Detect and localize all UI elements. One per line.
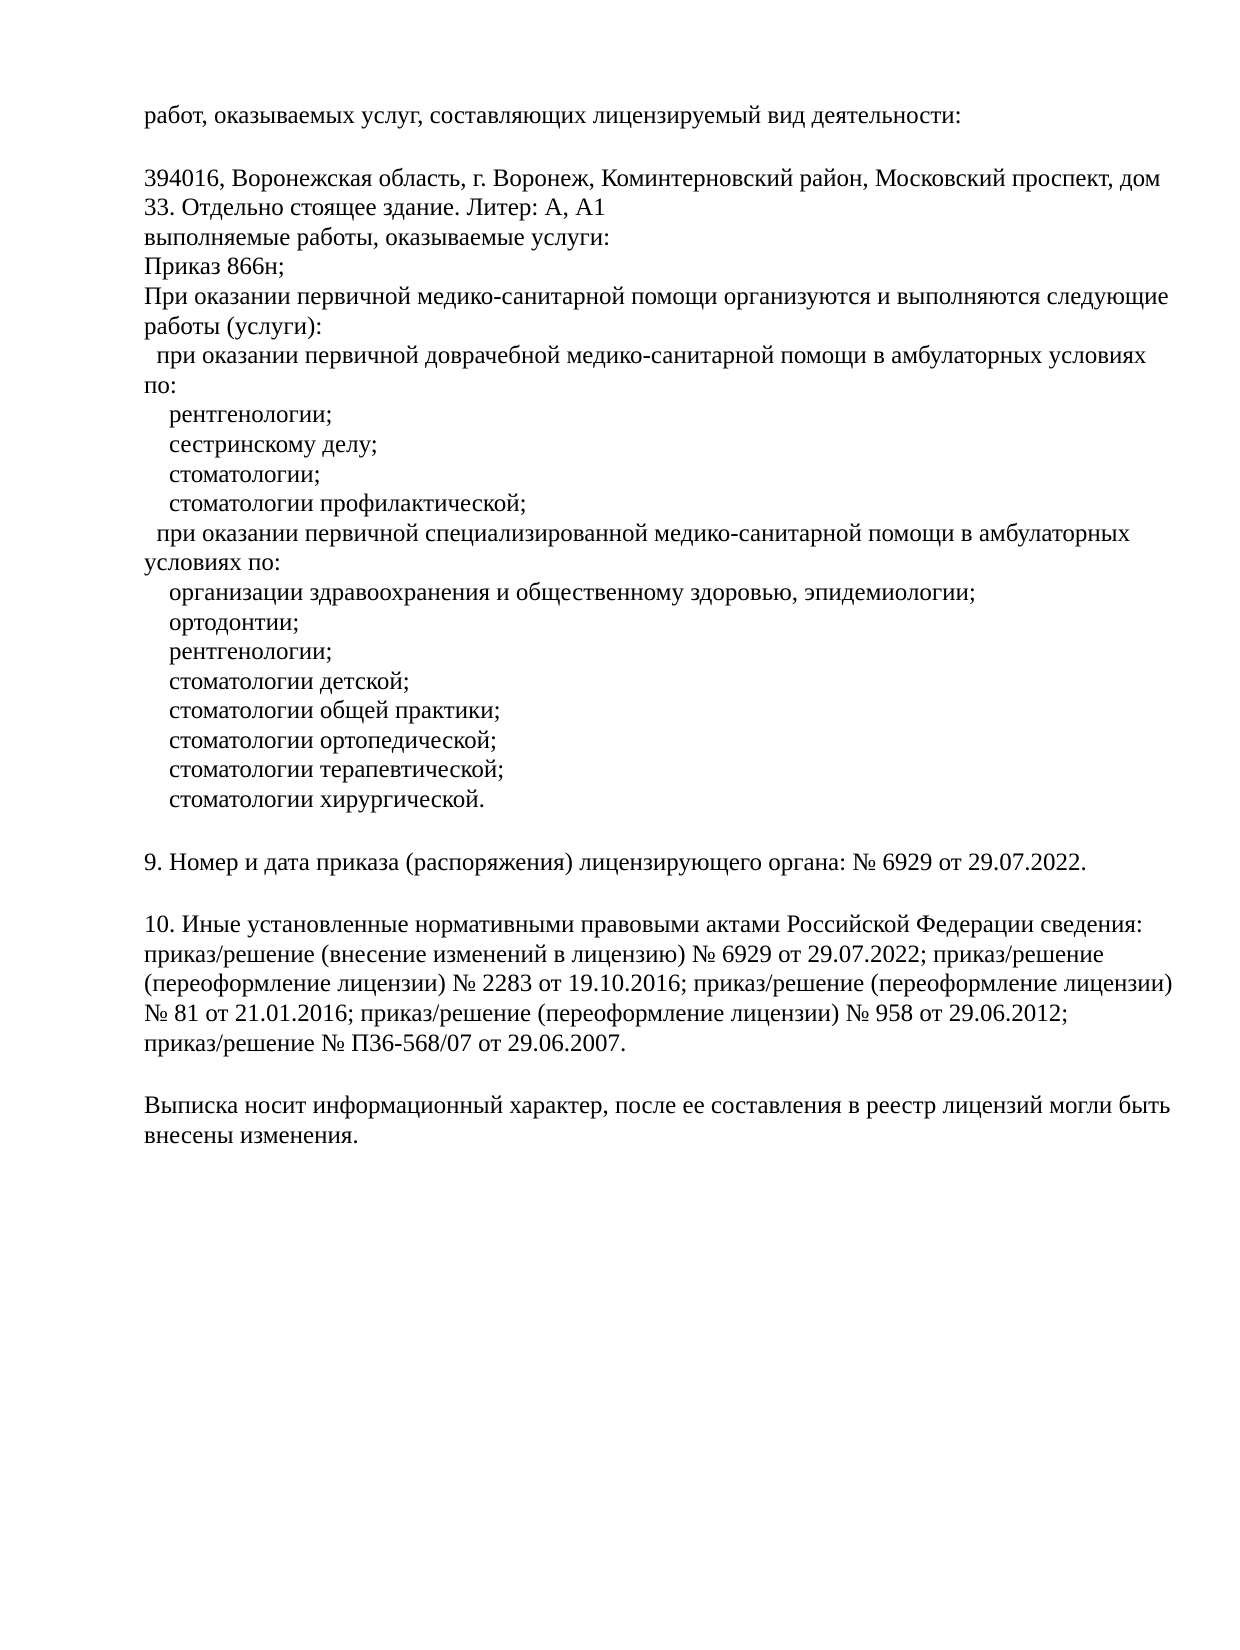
service-item: сестринскому делу; bbox=[144, 430, 378, 458]
paragraph-continuation bbox=[144, 101, 1172, 131]
text-line: № 81 от 21.01.2016; приказ/решение (переоформление лицензии) № 958 от 29.06.2012; bbox=[144, 1000, 1069, 1028]
service-item: рентгенологии; bbox=[144, 638, 333, 666]
text-line: (переоформление лицензии) № 2283 от 19.10.2016; приказ/решение (переоформление лицензии) bbox=[144, 970, 1173, 998]
text-line: по: bbox=[144, 371, 177, 399]
service-item: стоматологии ортопедической; bbox=[144, 726, 497, 754]
text-line: условиях по: bbox=[144, 549, 281, 577]
service-item: рентгенологии; bbox=[144, 401, 333, 429]
service-item: организации здравоохранения и общественному здоровью, эпидемиологии; bbox=[144, 578, 976, 606]
text-line: внесены изменения. bbox=[144, 1121, 359, 1149]
address-line: 394016, Воронежская область, г. Воронеж, Коминтерновский район, Московский проспект, дом bbox=[144, 164, 1161, 192]
text-line: при оказании первичной доврачебной медико-санитарной помощи в амбулаторных условиях bbox=[144, 342, 1147, 370]
text-line: работ, оказываемых услуг, составляющих лицензируемый вид деятельности: bbox=[144, 102, 962, 129]
service-item: стоматологии профилактической; bbox=[144, 490, 527, 518]
text-line: приказ/решение (внесение изменений в лицензию) № 6929 от 29.07.2022; приказ/решение bbox=[144, 940, 1104, 968]
text-line: 9. Номер и дата приказа (распоряжения) лицензирующего органа: № 6929 от 29.07.2022. bbox=[144, 848, 1087, 876]
text-line: Выписка носит информационный характер, после ее составления в реестр лицензий могли быть bbox=[144, 1092, 1171, 1120]
service-item: ортодонтии; bbox=[144, 608, 300, 636]
paragraph-disclaimer bbox=[144, 1091, 1172, 1150]
text-line: выполняемые работы, оказываемые услуги: bbox=[144, 223, 611, 251]
text-line: 10. Иные установленные нормативными правовыми актами Российской Федерации сведения: bbox=[144, 911, 1143, 939]
text-line: При оказании первичной медико-санитарной помощи организуются и выполняются следующие bbox=[144, 282, 1169, 310]
document-body bbox=[144, 101, 1172, 1150]
address-line: 33. Отдельно стоящее здание. Литер: А, А1 bbox=[144, 194, 606, 222]
text-line: при оказании первичной специализированной медико-санитарной помощи в амбулаторных bbox=[144, 519, 1131, 547]
service-item: стоматологии детской; bbox=[144, 667, 410, 695]
text-line: приказ/решение № П36-568/07 от 29.06.2007. bbox=[144, 1029, 627, 1057]
service-item: стоматологии терапевтической; bbox=[144, 756, 505, 784]
service-item: стоматологии хирургической. bbox=[144, 786, 485, 814]
paragraph-item-10 bbox=[144, 910, 1172, 1058]
service-item: стоматологии; bbox=[144, 460, 321, 488]
service-item: стоматологии общей практики; bbox=[144, 697, 501, 725]
paragraph-address-and-services bbox=[144, 164, 1172, 815]
text-line: Приказ 866н; bbox=[144, 253, 285, 281]
paragraph-item-9 bbox=[144, 848, 1172, 878]
text-line: работы (услуги): bbox=[144, 312, 323, 340]
